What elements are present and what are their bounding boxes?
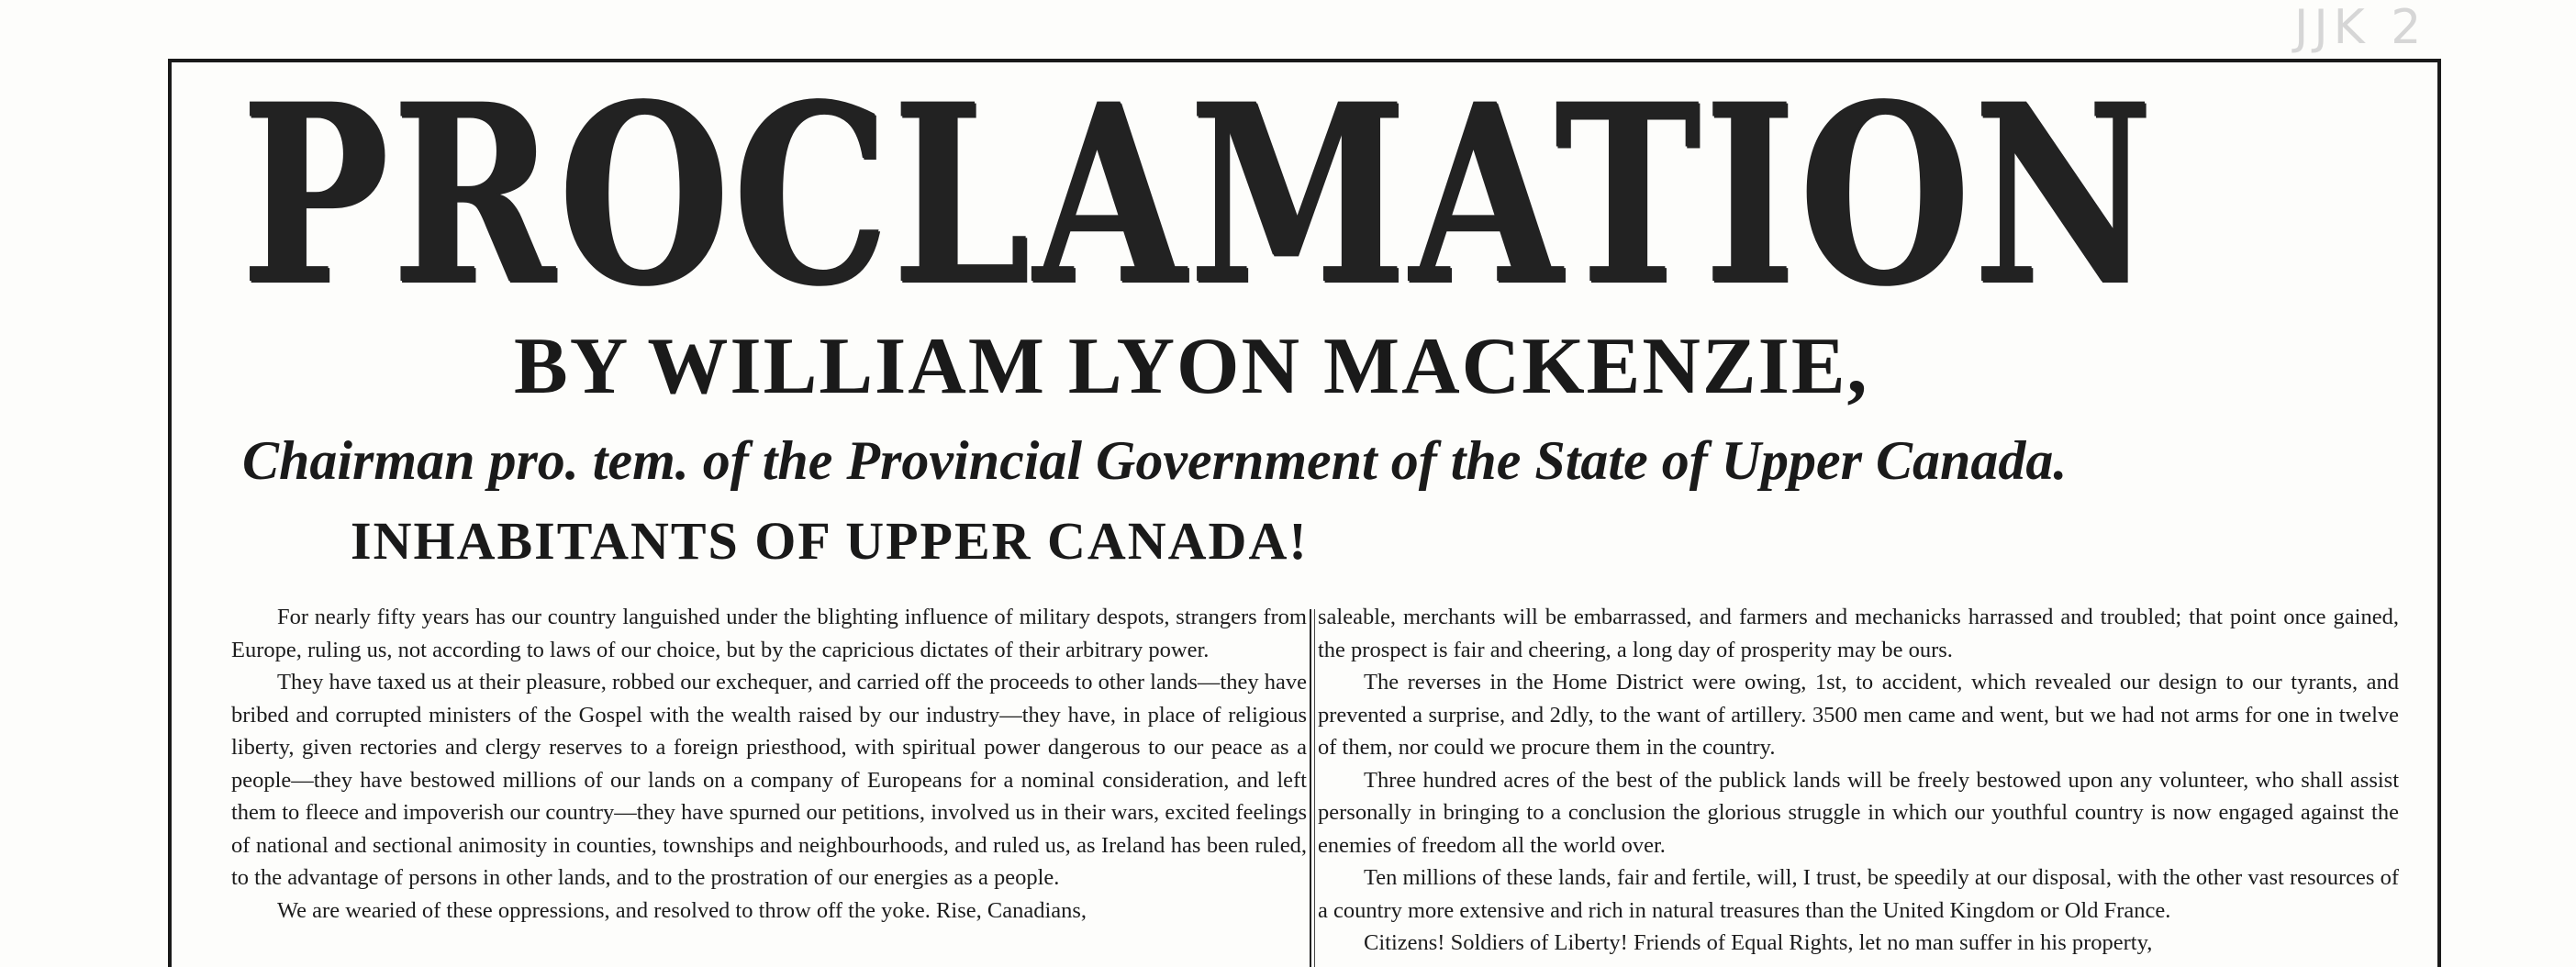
column-divider [1310, 609, 1311, 967]
left-paragraph-1: For nearly fifty years has our country languished under the blighting influence of military despots, strangers from Europe, ruling us, not according to laws of our choice, but by the capricious dictates of their arbitrary power. [231, 605, 1307, 662]
chairman-line: Chairman pro. tem. of the Provincial Government of the State of Upper Canada. [242, 430, 2068, 491]
right-paragraph-3: Three hundred acres of the best of the publick lands will be freely bestowed upon any volunteer, who shall assist personally in bringing to a conclusion the glorious struggle in which our youthful country is now engaged against the enemies of freedom all the world over. [1318, 767, 2399, 858]
right-paragraph-5: Citizens! Soldiers of Liberty! Friends of Equal Rights, let no man suffer in his property, [1364, 930, 2153, 955]
proclamation-title: PROCLAMATION [240, 50, 2156, 339]
byline: BY WILLIAM LYON MACKENZIE, [514, 322, 1869, 411]
pencil-annotation: JJK 2 [2294, 0, 2427, 55]
left-paragraph-3: We are wearied of these oppressions, and resolved to throw off the yoke. Rise, Canadians, [277, 897, 1087, 923]
right-column [1318, 601, 2399, 960]
left-column [231, 601, 1307, 927]
column-divider-inner [1314, 609, 1315, 967]
address-heading: INHABITANTS OF UPPER CANADA! [351, 511, 1309, 571]
right-paragraph-4: Ten millions of these lands, fair and fertile, will, I trust, be speedily at our disposal, with the other vast resources of a country more extensive and rich in natural treasures than the United Kingdom or Old France. [1318, 865, 2399, 923]
right-paragraph-1: saleable, merchants will be embarrassed, and farmers and mechanicks harrassed and troubled; that point once gained, the prospect is fair and cheering, a long day of prosperity may be ours. [1318, 605, 2399, 662]
right-paragraph-2: The reverses in the Home District were owing, 1st, to accident, which revealed our design to our tyrants, and prevented a surprise, and 2dly, to the want of artillery. 3500 men came and went, but we had not arms for one in twelve of them, nor could we procure them in the country. [1318, 670, 2399, 760]
left-paragraph-2: They have taxed us at their pleasure, robbed our exchequer, and carried off the proceeds to other lands—they have bribed and corrupted ministers of the Gospel with the wealth raised by our industry—they have, in place of religious liberty, given rectories and clergy reserves to a foreign priesthood, with spiritual power dangerous to our peace as a people—they have bestowed millions of our lands on a company of Europeans for a nominal consideration, and left them to fleece and impoverish our country—they have spurned our petitions, involved us in their wars, excited feelings of national and sectional animosity in counties, townships and neighbourhoods, and ruled us, as Ireland has been ruled, to the advantage of persons in other lands, and to the prostration of our energies as a people. [231, 670, 1307, 890]
